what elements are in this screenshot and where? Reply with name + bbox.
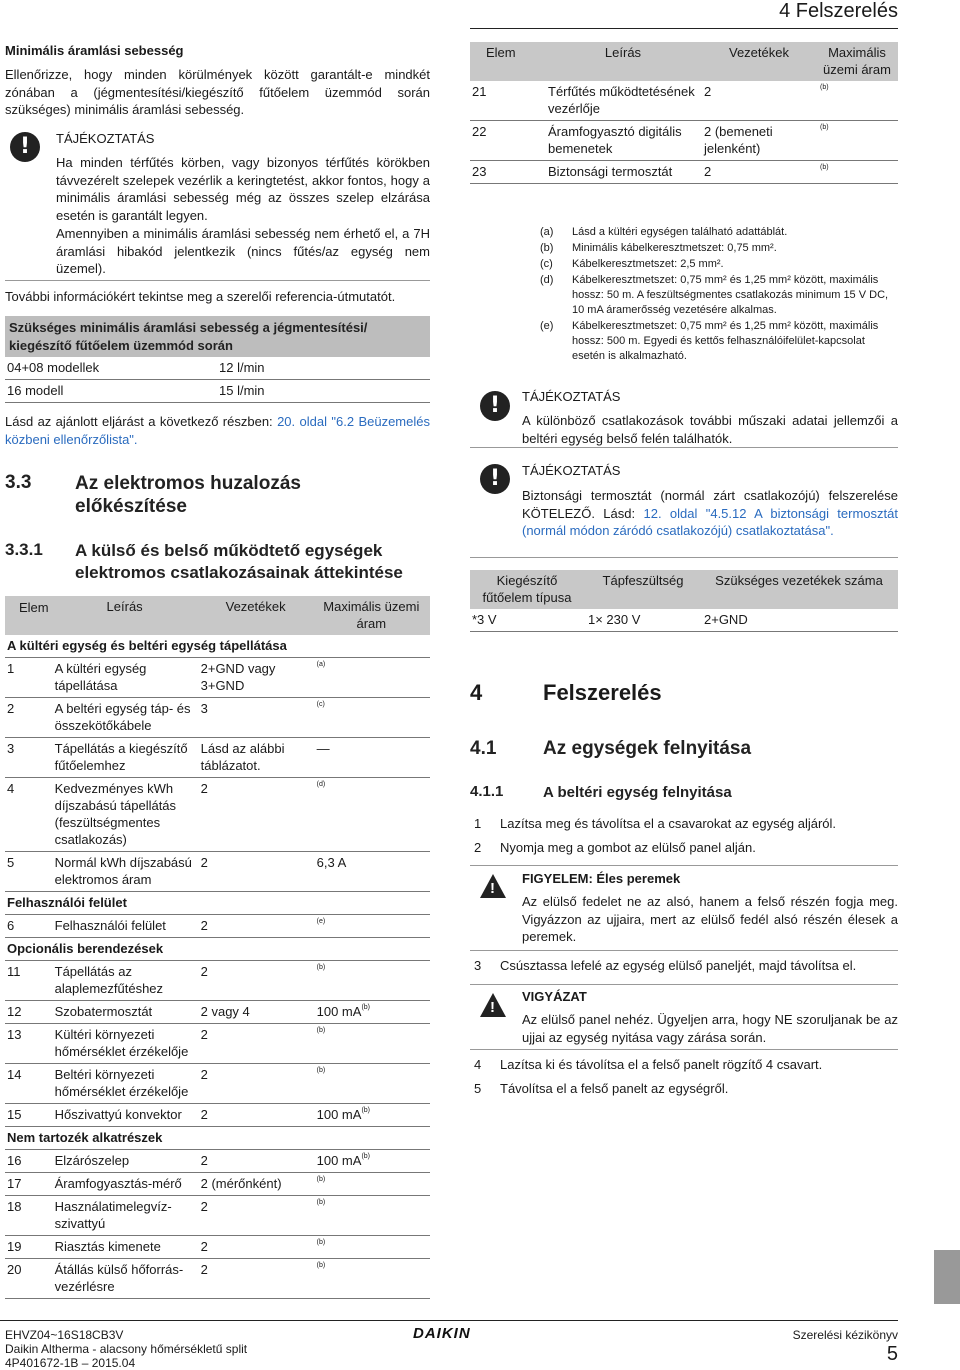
caution-box-1 <box>470 865 898 951</box>
footnote-ref: (b) <box>361 1004 370 1011</box>
row-max-current <box>315 1150 430 1173</box>
footnotes <box>540 225 898 365</box>
row-max-current <box>315 658 430 698</box>
row-description: Kedvezményes kWh díjszabású tápellátás (feszültségmentes csatlakozás) <box>53 778 199 852</box>
row-number: 14 <box>5 1064 53 1104</box>
table-row <box>5 1173 430 1196</box>
row-wires: 3 <box>199 698 315 738</box>
section-4-number: 4 <box>470 680 483 705</box>
group-row <box>5 1127 430 1150</box>
row-max-current <box>818 161 898 184</box>
row-description: Tápellátás a kiegészítő fűtőelemhez <box>53 738 199 778</box>
section-4-1-1-number: 4.1.1 <box>470 783 504 800</box>
table-row <box>5 1064 430 1104</box>
step-number: 2 <box>474 840 482 855</box>
row-wires: 2 <box>199 1150 315 1173</box>
footnote-key: (e) <box>540 320 554 332</box>
note-label: TÁJÉKOZTATÁS <box>522 463 621 478</box>
row-number: 16 <box>5 1150 53 1173</box>
step-text: Lazítsa meg és távolítsa el a csavarokat az egység aljáról. <box>500 816 837 831</box>
table-row <box>470 161 898 184</box>
section-header-title: 4 Felszerelés <box>779 0 898 22</box>
group-user-interface: Felhasználói felület <box>5 892 430 915</box>
footnote-ref: (b) <box>820 84 829 91</box>
group-power: A kültéri egység és beltéri egység tápellátása <box>5 635 430 658</box>
min-flow-intro: Ellenőrizze, hogy minden körülmények között garantált-e mindkét zónában a (jégmentesítési/kiegészítő fűtőelem üzemmód során szükséges) minimális áramlási sebesség. <box>5 67 430 117</box>
page-number: 5 <box>886 1343 898 1365</box>
row-description: Tápellátás az alaplemezfűtéshez <box>53 961 199 1001</box>
row-max-current <box>315 778 430 852</box>
step-item <box>474 1056 898 1080</box>
row-number: 3 <box>5 738 53 778</box>
step-text: Nyomja meg a gombot az elülső panel alján. <box>500 840 756 855</box>
cont-table-header-row <box>470 42 898 81</box>
section-3-3-number: 3.3 <box>5 472 32 493</box>
footnote-text: Kábelkeresztmetszet: 0,75 mm² és 1,25 mm² között, maximális hossz: 500 m. Egyedi és kettős felhasználóifelület-kapcsolat esetén is alkalmazható. <box>572 320 879 362</box>
footnote-item <box>540 257 898 272</box>
footnote-item <box>540 319 898 364</box>
section-3-3-1-number: 3.3.1 <box>5 540 43 559</box>
row-wires: 2 (bemeneti jelenként) <box>702 121 818 161</box>
footnote-ref: (b) <box>361 1153 370 1160</box>
row-wires: Lásd az alábbi táblázatot. <box>199 738 315 778</box>
info-note-box <box>5 118 430 281</box>
footnote-key: (c) <box>540 258 553 270</box>
heater-header-row <box>470 570 898 609</box>
footer-product: Daikin Altherma - alacsony hőmérsékletű split <box>5 1342 248 1356</box>
note-label: TÁJÉKOZTATÁS <box>522 389 621 404</box>
footnote-ref: (b) <box>820 164 829 171</box>
row-description: Kültéri környezeti hőmérséklet érzékelője <box>53 1024 199 1064</box>
min-flow-heading: Minimális áramlási sebesség <box>5 43 184 58</box>
row-number: 6 <box>5 915 53 938</box>
row-wires: 2 <box>199 1259 315 1299</box>
wiring-table <box>5 596 430 1299</box>
flow-row <box>5 357 430 380</box>
row-wires: 2 <box>199 961 315 1001</box>
row-max-current <box>315 852 430 892</box>
row-number: 2 <box>5 698 53 738</box>
heater-row <box>470 609 898 632</box>
max-current-value: 100 mA <box>316 1107 362 1122</box>
table-row <box>5 1236 430 1259</box>
row-description: Beltéri környezeti hőmérséklet érzékelője <box>53 1064 199 1104</box>
row-max-current <box>818 121 898 161</box>
row-max-current <box>315 1064 430 1104</box>
row-wires: 2 vagy 4 <box>199 1001 315 1024</box>
row-description: Szobatermosztát <box>53 1001 199 1024</box>
daikin-logo: DAIKIN <box>413 1325 471 1342</box>
step-number: 5 <box>474 1081 482 1096</box>
row-wires: 2 <box>199 1064 315 1104</box>
row-number: 5 <box>5 852 53 892</box>
wiring-rows-power <box>5 658 430 892</box>
col-elem: Elem <box>486 45 516 60</box>
group-row <box>5 635 430 658</box>
table-row <box>5 1024 430 1064</box>
flow-value: 12 l/min <box>217 357 430 380</box>
row-max-current <box>315 1001 430 1024</box>
row-description: Áramfogyasztó digitális bemenetek <box>546 121 702 161</box>
wiring-table-header-row <box>5 596 430 635</box>
footnote-text: Kábelkeresztmetszet: 2,5 mm². <box>572 258 724 270</box>
row-max-current <box>315 961 430 1001</box>
table-row <box>5 1104 430 1127</box>
see-reference <box>5 413 430 448</box>
footnote-ref: (b) <box>316 1262 326 1269</box>
section-3-3-title: Az elektromos huzalozás előkészítése <box>75 473 301 517</box>
row-wires: 2 <box>702 161 818 184</box>
col-vezetekek: Vezetékek <box>729 45 789 60</box>
max-current-value: 100 mA <box>316 1153 362 1168</box>
note-link[interactable]: 12. oldal "4.5.12 A biztonsági termosztát (normál módon záródó csatlakozójú) csatlakoztatása". <box>522 505 898 538</box>
footnote-text: Minimális kábelkeresztmetszet: 0,75 mm². <box>572 242 777 254</box>
row-max-current <box>315 1259 430 1299</box>
row-number: 12 <box>5 1001 53 1024</box>
table-row <box>5 1001 430 1024</box>
step-text: Csúsztassa lefelé az egység elülső paneljét, majd távolítsa el. <box>500 958 857 973</box>
row-description: Átállás külső hőforrás-vezérlésre <box>53 1259 199 1299</box>
row-number: 22 <box>470 121 546 161</box>
footnote-key: (d) <box>540 274 554 286</box>
row-description: Riasztás kimenete <box>53 1236 199 1259</box>
wiring-rows-optional <box>5 961 430 1127</box>
max-current-value: 6,3 A <box>316 855 347 870</box>
group-optional: Opcionális berendezések <box>5 938 430 961</box>
row-max-current <box>315 1024 430 1064</box>
section-4-title: Felszerelés <box>543 680 662 705</box>
see-text: Lásd az ajánlott eljárást a következő részben: <box>5 414 273 429</box>
step-item <box>474 815 898 839</box>
note-label: TÁJÉKOZTATÁS <box>56 131 155 146</box>
max-current-value: 100 mA <box>316 1004 362 1019</box>
step-item <box>474 839 898 863</box>
row-description: Normál kWh díjszabású elektromos áram <box>53 852 199 892</box>
warning-triangle-icon: ! <box>480 993 506 1017</box>
step-number: 3 <box>474 958 482 973</box>
table-row <box>5 915 430 938</box>
row-number: 20 <box>5 1259 53 1299</box>
row-wires: 2 <box>702 81 818 121</box>
table-row <box>5 698 430 738</box>
flow-model: 04+08 modellek <box>5 357 217 380</box>
col-type: Kiegészítő fűtőelem típusa <box>482 573 572 605</box>
step-text: Távolítsa el a felső panelt az egységről. <box>500 1081 729 1096</box>
col-voltage: Tápfeszültség <box>602 573 684 588</box>
row-max-current <box>315 1236 430 1259</box>
footnote-ref: (b) <box>316 1067 326 1074</box>
row-description: Hőszivattyú konvektor <box>53 1104 199 1127</box>
heater-voltage: 1× 230 V <box>586 609 702 632</box>
info-note-1 <box>470 385 898 448</box>
footnote-ref: (b) <box>316 1176 326 1183</box>
heater-table <box>470 570 898 632</box>
cont-rows <box>470 81 898 184</box>
col-leiras: Leírás <box>106 599 143 614</box>
row-wires: 2 <box>199 1196 315 1236</box>
table-row <box>5 961 430 1001</box>
exclamation-icon: ! <box>10 132 40 162</box>
row-wires: 2 <box>199 852 315 892</box>
footnote-text: Kábelkeresztmetszet: 0,75 mm² és 1,25 mm² között, maximális hossz: 50 m. A feszültségmentes csatlakozás minimum 15 V DC, 10 mA áramerősség vezetésére alkalmas. <box>572 274 889 316</box>
section-4-1-number: 4.1 <box>470 738 497 759</box>
more-info-text: További információkért tekintse meg a szerelői referencia-útmutatót. <box>5 289 396 304</box>
col-wires: Szükséges vezetékek száma <box>715 573 883 588</box>
table-row <box>5 852 430 892</box>
steps-1 <box>474 815 898 863</box>
flow-model: 16 modell <box>5 380 217 403</box>
row-description: Térfűtés működtetésének vezérlője <box>546 81 702 121</box>
flow-row <box>5 380 430 403</box>
row-description: Használatimelegvíz-szivattyú <box>53 1196 199 1236</box>
step-number: 4 <box>474 1057 482 1072</box>
row-number: 11 <box>5 961 53 1001</box>
step-number: 1 <box>474 816 482 831</box>
footnote-ref: (d) <box>316 781 326 788</box>
group-row <box>5 938 430 961</box>
info-note-2 <box>470 461 898 558</box>
footnote-item <box>540 241 898 256</box>
exclamation-icon: ! <box>480 391 510 421</box>
table-row <box>5 1150 430 1173</box>
section-4-1-title: Az egységek felnyitása <box>543 738 752 759</box>
row-wires: 2 (mérőnként) <box>199 1173 315 1196</box>
wiring-table-continued <box>470 42 898 184</box>
row-max-current <box>315 1173 430 1196</box>
caution-text: Az elülső fedelet ne az alsó, hanem a felső részén fogja meg. Vigyázzon az ujjaira, mert az elülső fedél alsó részén élesek a peremek. <box>522 894 898 944</box>
table-row <box>470 81 898 121</box>
row-max-current <box>315 1196 430 1236</box>
footnote-ref: (b) <box>316 1199 326 1206</box>
step-text: Lazítsa ki és távolítsa el a felső panelt rögzítő 4 csavart. <box>500 1057 823 1072</box>
footnote-ref: (b) <box>361 1107 370 1114</box>
caution-box-2 <box>470 984 898 1050</box>
footnote-ref: (b) <box>316 1239 326 1246</box>
warning-triangle-icon: ! <box>480 874 506 898</box>
row-number: 1 <box>5 658 53 698</box>
row-number: 19 <box>5 1236 53 1259</box>
flow-table <box>5 316 430 403</box>
footnote-key: (a) <box>540 226 554 238</box>
row-description: Felhasználói felület <box>53 915 199 938</box>
group-not-included: Nem tartozék alkatrészek <box>5 1127 430 1150</box>
note-text: A különböző csatlakozások további műszaki adatai jellemzői a beltéri egység belső felén találhatók. <box>522 413 898 446</box>
footnote-item <box>540 225 898 240</box>
row-max-current <box>315 915 430 938</box>
note-paragraph-2: Amennyiben a minimális áramlási sebesség nem érhető el, a 7H áramlási hibakód jelentkezik (nincs fűtés/az egység nem üzemel). <box>56 226 430 276</box>
table-row <box>5 658 430 698</box>
flow-value: 15 l/min <box>217 380 430 403</box>
row-max-current <box>315 698 430 738</box>
section-4-1-1-title: A beltéri egység felnyitása <box>543 784 732 801</box>
caution-text: Az elülső panel nehéz. Ügyeljen arra, hogy NE szoruljanak be az ujjai az egység nyitása vagy zárása során. <box>522 1012 898 1045</box>
wiring-rows-ui <box>5 915 430 938</box>
row-max-current <box>315 1104 430 1127</box>
note-text-body: Biztonsági termosztát (normál zárt csatlakozójú) felszerelése KÖTELEZŐ. Lásd: <box>522 488 898 521</box>
row-wires: 2+GND vagy 3+GND <box>199 658 315 698</box>
row-description: Áramfogyasztás-mérő <box>53 1173 199 1196</box>
step-item <box>474 1080 898 1104</box>
footer-doc-type: Szerelési kézikönyv <box>792 1328 898 1342</box>
row-wires: 2 <box>199 778 315 852</box>
header-rule <box>470 28 898 29</box>
row-number: 18 <box>5 1196 53 1236</box>
footnote-ref: (c) <box>316 701 325 708</box>
footnote-ref: (b) <box>316 964 326 971</box>
row-number: 21 <box>470 81 546 121</box>
row-max-current <box>818 81 898 121</box>
footnote-ref: (e) <box>316 918 326 925</box>
section-3-3-1-title: A külső és belső működtető egységek elektromos csatlakozásainak áttekintése <box>75 541 403 582</box>
see-link[interactable]: 20. oldal "6.2 Beüzemelés közbeni ellenőrzőlista". <box>5 414 430 447</box>
row-number: 17 <box>5 1173 53 1196</box>
col-max: Maximális üzemi áram <box>323 599 420 631</box>
row-max-current <box>315 738 430 778</box>
row-description: Biztonsági termosztát <box>546 161 702 184</box>
table-row <box>5 1259 430 1299</box>
col-elem: Elem <box>19 600 49 615</box>
row-description: Elzárószelep <box>53 1150 199 1173</box>
row-number: 4 <box>5 778 53 852</box>
footnote-item <box>540 273 898 318</box>
footnote-text: Lásd a kültéri egységen található adattáblát. <box>572 226 788 238</box>
note-text <box>522 487 898 540</box>
wiring-rows-not-included <box>5 1150 430 1299</box>
footer-rule <box>0 1320 898 1321</box>
table-row <box>470 121 898 161</box>
col-max: Maximális üzemi áram <box>823 45 891 77</box>
row-number: 15 <box>5 1104 53 1127</box>
footnote-ref: (a) <box>316 661 326 668</box>
caution-label: VIGYÁZAT <box>522 989 587 1004</box>
table-row <box>5 1196 430 1236</box>
row-wires: 2 <box>199 915 315 938</box>
col-leiras: Leírás <box>604 45 642 60</box>
row-number: 23 <box>470 161 546 184</box>
row-wires: 2 <box>199 1104 315 1127</box>
footer-docnum: 4P401672-1B – 2015.04 <box>5 1356 136 1370</box>
steps-2 <box>474 1056 898 1104</box>
note-paragraph-1: Ha minden térfűtés körben, vagy bizonyos térfűtés körökben távvezérelt szelepek vezérlik a keringtetést, akkor fontos, hogy a minimális áramlási sebesség még az összes szelep elzárása esetén is garantált legyen. <box>56 155 430 223</box>
flow-table-header: Szükséges minimális áramlási sebesség a jégmentesítési/ kiegészítő fűtőelem üzemmód során <box>5 316 430 357</box>
footnote-ref: (b) <box>316 1027 326 1034</box>
heater-type: *3 V <box>470 609 586 632</box>
table-row <box>5 778 430 852</box>
col-vezetekek: Vezetékek <box>225 599 286 614</box>
footer-model: EHVZ04~16S18CB3V <box>5 1328 124 1342</box>
footnote-ref: (b) <box>820 124 829 131</box>
max-current-value: — <box>316 741 330 756</box>
row-wires: 2 <box>199 1024 315 1064</box>
exclamation-icon: ! <box>480 464 510 494</box>
heater-wires: 2+GND <box>702 609 898 632</box>
table-row <box>5 738 430 778</box>
row-wires: 2 <box>199 1236 315 1259</box>
footnote-key: (b) <box>540 242 554 254</box>
row-number: 13 <box>5 1024 53 1064</box>
caution-label: FIGYELEM: Éles peremek <box>522 871 681 886</box>
page-tab-marker <box>934 1250 960 1304</box>
group-row <box>5 892 430 915</box>
row-description: A kültéri egység tápellátása <box>53 658 199 698</box>
row-description: A beltéri egység táp- és összekötőkábele <box>53 698 199 738</box>
